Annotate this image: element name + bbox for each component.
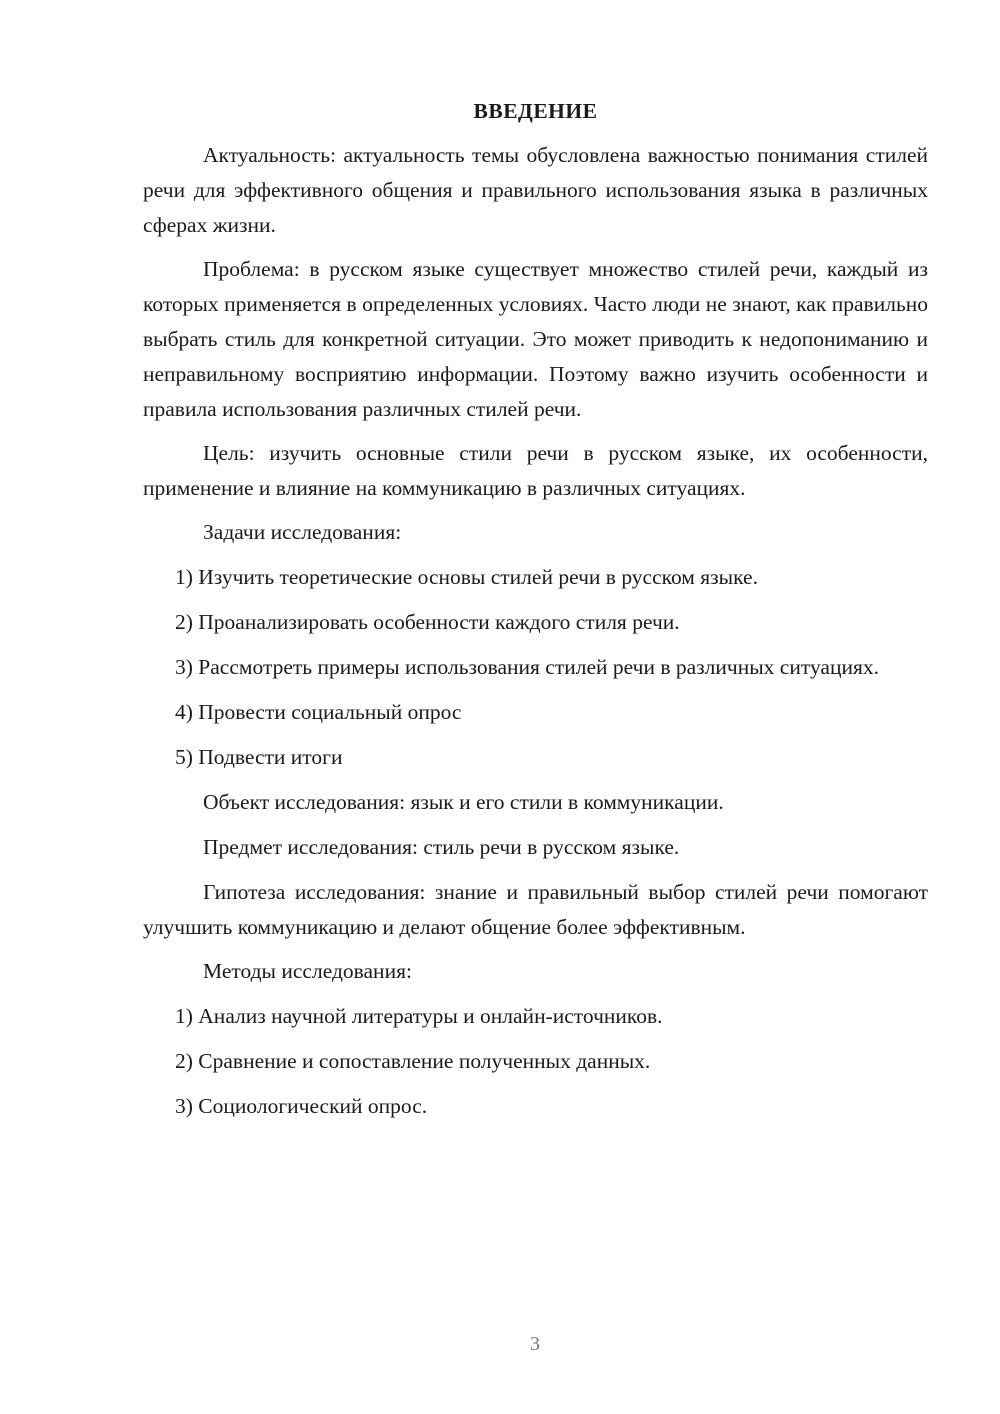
problem-paragraph: Проблема: в русском языке существует множество стилей речи, каждый из которых применяется в определенных условиях. Часто люди не знают, как правильно выбрать стиль для конкретной ситуации. Это может приводить к недопониманию и неправильному восприятию информации. Поэтому важно изучить особенности и правила использования различных стилей речи. [143,257,928,421]
method-item: 2) Сравнение и сопоставление полученных данных. [175,1049,651,1073]
document-page [143,96,928,1134]
tasks-heading: Задачи исследования: [203,520,402,544]
task-item: 4) Провести социальный опрос [175,700,462,724]
methods-heading: Методы исследования: [203,959,412,983]
task-item: 1) Изучить теоретические основы стилей речи в русском языке. [175,565,758,589]
method-item: 3) Социологический опрос. [175,1094,428,1118]
relevance-paragraph: Актуальность: актуальность темы обусловлена важностью понимания стилей речи для эффективного общения и правильного использования языка в различных сферах жизни. [143,143,928,237]
task-item: 3) Рассмотреть примеры использования стилей речи в различных ситуациях. [175,655,879,679]
page-number: 3 [530,1333,540,1355]
subject-paragraph: Предмет исследования: стиль речи в русском языке. [203,835,680,859]
goal-paragraph: Цель: изучить основные стили речи в русском языке, их особенности, применение и влияние на коммуникацию в различных ситуациях. [143,441,928,500]
task-item: 5) Подвести итоги [175,745,343,769]
hypothesis-paragraph: Гипотеза исследования: знание и правильный выбор стилей речи помогают улучшить коммуникацию и делают общение более эффективным. [143,880,928,939]
task-item: 2) Проанализировать особенности каждого стиля речи. [175,610,680,634]
object-paragraph: Объект исследования: язык и его стили в коммуникации. [203,790,724,814]
method-item: 1) Анализ научной литературы и онлайн-источников. [175,1004,663,1028]
section-title: ВВЕДЕНИЕ [473,99,598,123]
